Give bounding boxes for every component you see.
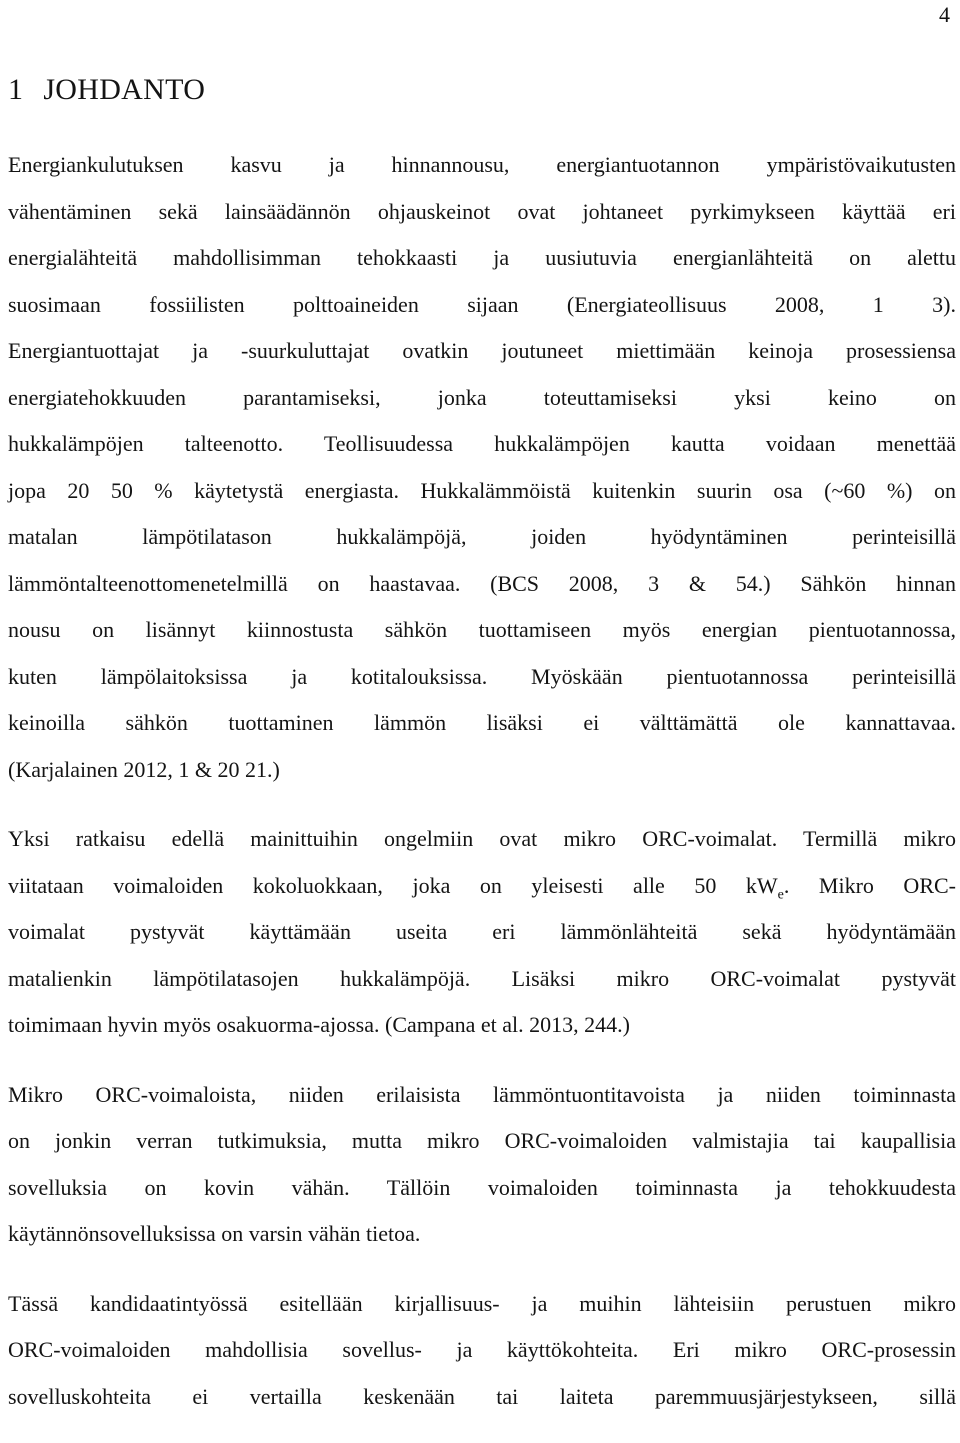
kw-subscript: e (777, 886, 784, 902)
text-line: vähentäminen sekä lainsäädännön ohjauskeinot ovat johtaneet pyrkimykseen käyttää eri (8, 198, 956, 224)
text-line: energialähteitä mahdollisimman tehokkaasti ja uusiutuvia energianlähteitä on alettu (8, 245, 956, 270)
text-line: Tässä kandidaatintyössä esitellään kirjallisuus- ja muihin lähteisiin perustuen mikro (8, 1290, 956, 1316)
text-line: ORC-voimaloiden mahdollisia sovellus- ja käyttökohteita. Eri mikro ORC-prosessin (8, 1337, 956, 1362)
text-line: kuten lämpölaitoksissa ja kotitalouksissa. Myöskään pientuotannossa perinteisillä (8, 663, 956, 689)
text-line: lämmöntalteenottomenetelmillä on haastavaa. (BCS 2008, 3 & 54.) Sähkön hinnan (8, 570, 956, 596)
chapter-number: 1 (8, 73, 24, 106)
paragraph-2 (8, 816, 956, 1049)
text-segment: . Mikro ORC- (783, 872, 956, 898)
text-line: jopa 20 50 % käytetystä energiasta. Hukkalämmöistä kuitenkin suurin osa (~60 %) on (8, 477, 956, 503)
text-line: sovelluskohteita ei vertailla keskenään tai laiteta paremmuusjärjestykseen, sillä (8, 1383, 956, 1409)
text-line: voimalat pystyvät käyttämään useita eri lämmönlähteitä sekä hyödyntämään (8, 919, 956, 944)
text-line: Yksi ratkaisu edellä mainittuihin ongelmiin ovat mikro ORC-voimalat. Termillä mikro (8, 826, 956, 851)
paragraph-3 (8, 1072, 956, 1258)
text-line: käytännönsovelluksissa on varsin vähän tietoa. (8, 1221, 421, 1246)
chapter-title: JOHDANTO (43, 73, 206, 106)
text-line: matalan lämpötilatason hukkalämpöjä, joiden hyödyntäminen perinteisillä (8, 524, 956, 549)
text-line: on jonkin verran tutkimuksia, mutta mikro ORC-voimaloiden valmistajia tai kaupallisia (8, 1128, 956, 1153)
text-line: matalienkin lämpötilatasojen hukkalämpöjä. Lisäksi mikro ORC-voimalat pystyvät (8, 965, 956, 991)
paragraph-4 (8, 1281, 956, 1421)
text-line: toimimaan hyvin myös osakuorma-ajossa. (Campana et al. 2013, 244.) (8, 1012, 630, 1037)
text-line: (Karjalainen 2012, 1 & 20 21.) (8, 756, 280, 782)
text-line: keinoilla sähkön tuottaminen lämmön lisäksi ei välttämättä ole kannattavaa. (8, 710, 956, 735)
text-line: Mikro ORC-voimaloista, niiden erilaisista lämmöntuontitavoista ja niiden toiminnasta (8, 1081, 956, 1107)
text-line: Energiantuottajat ja -suurkuluttajat ovatkin joutuneet miettimään keinoja prosessiensa (8, 338, 956, 363)
text-line: suosimaan fossiilisten polttoaineiden sijaan (Energiateollisuus 2008, 1 3). (8, 291, 956, 317)
text-line-with-subscript (8, 863, 956, 910)
paragraph-1 (8, 142, 956, 793)
page-number: 4 (939, 2, 950, 27)
text-line: sovelluksia on kovin vähän. Tällöin voimaloiden toiminnasta ja tehokkuudesta (8, 1174, 956, 1200)
text-segment: viitataan voimaloiden kokoluokkaan, joka on yleisesti alle 50 kW (8, 872, 778, 898)
text-line: nousu on lisännyt kiinnostusta sähkön tuottamiseen myös energian pientuotannossa, (8, 617, 956, 642)
text-line: energiatehokkuuden parantamiseksi, jonka toteuttamiseksi yksi keino on (8, 384, 956, 410)
text-line: hukkalämpöjen talteenotto. Teollisuudessa hukkalämpöjen kautta voidaan menettää (8, 431, 956, 456)
body-text (8, 142, 956, 1443)
chapter-heading (8, 72, 205, 108)
text-line: Energiankulutuksen kasvu ja hinnannousu, energiantuotannon ympäristövaikutusten (8, 152, 956, 177)
